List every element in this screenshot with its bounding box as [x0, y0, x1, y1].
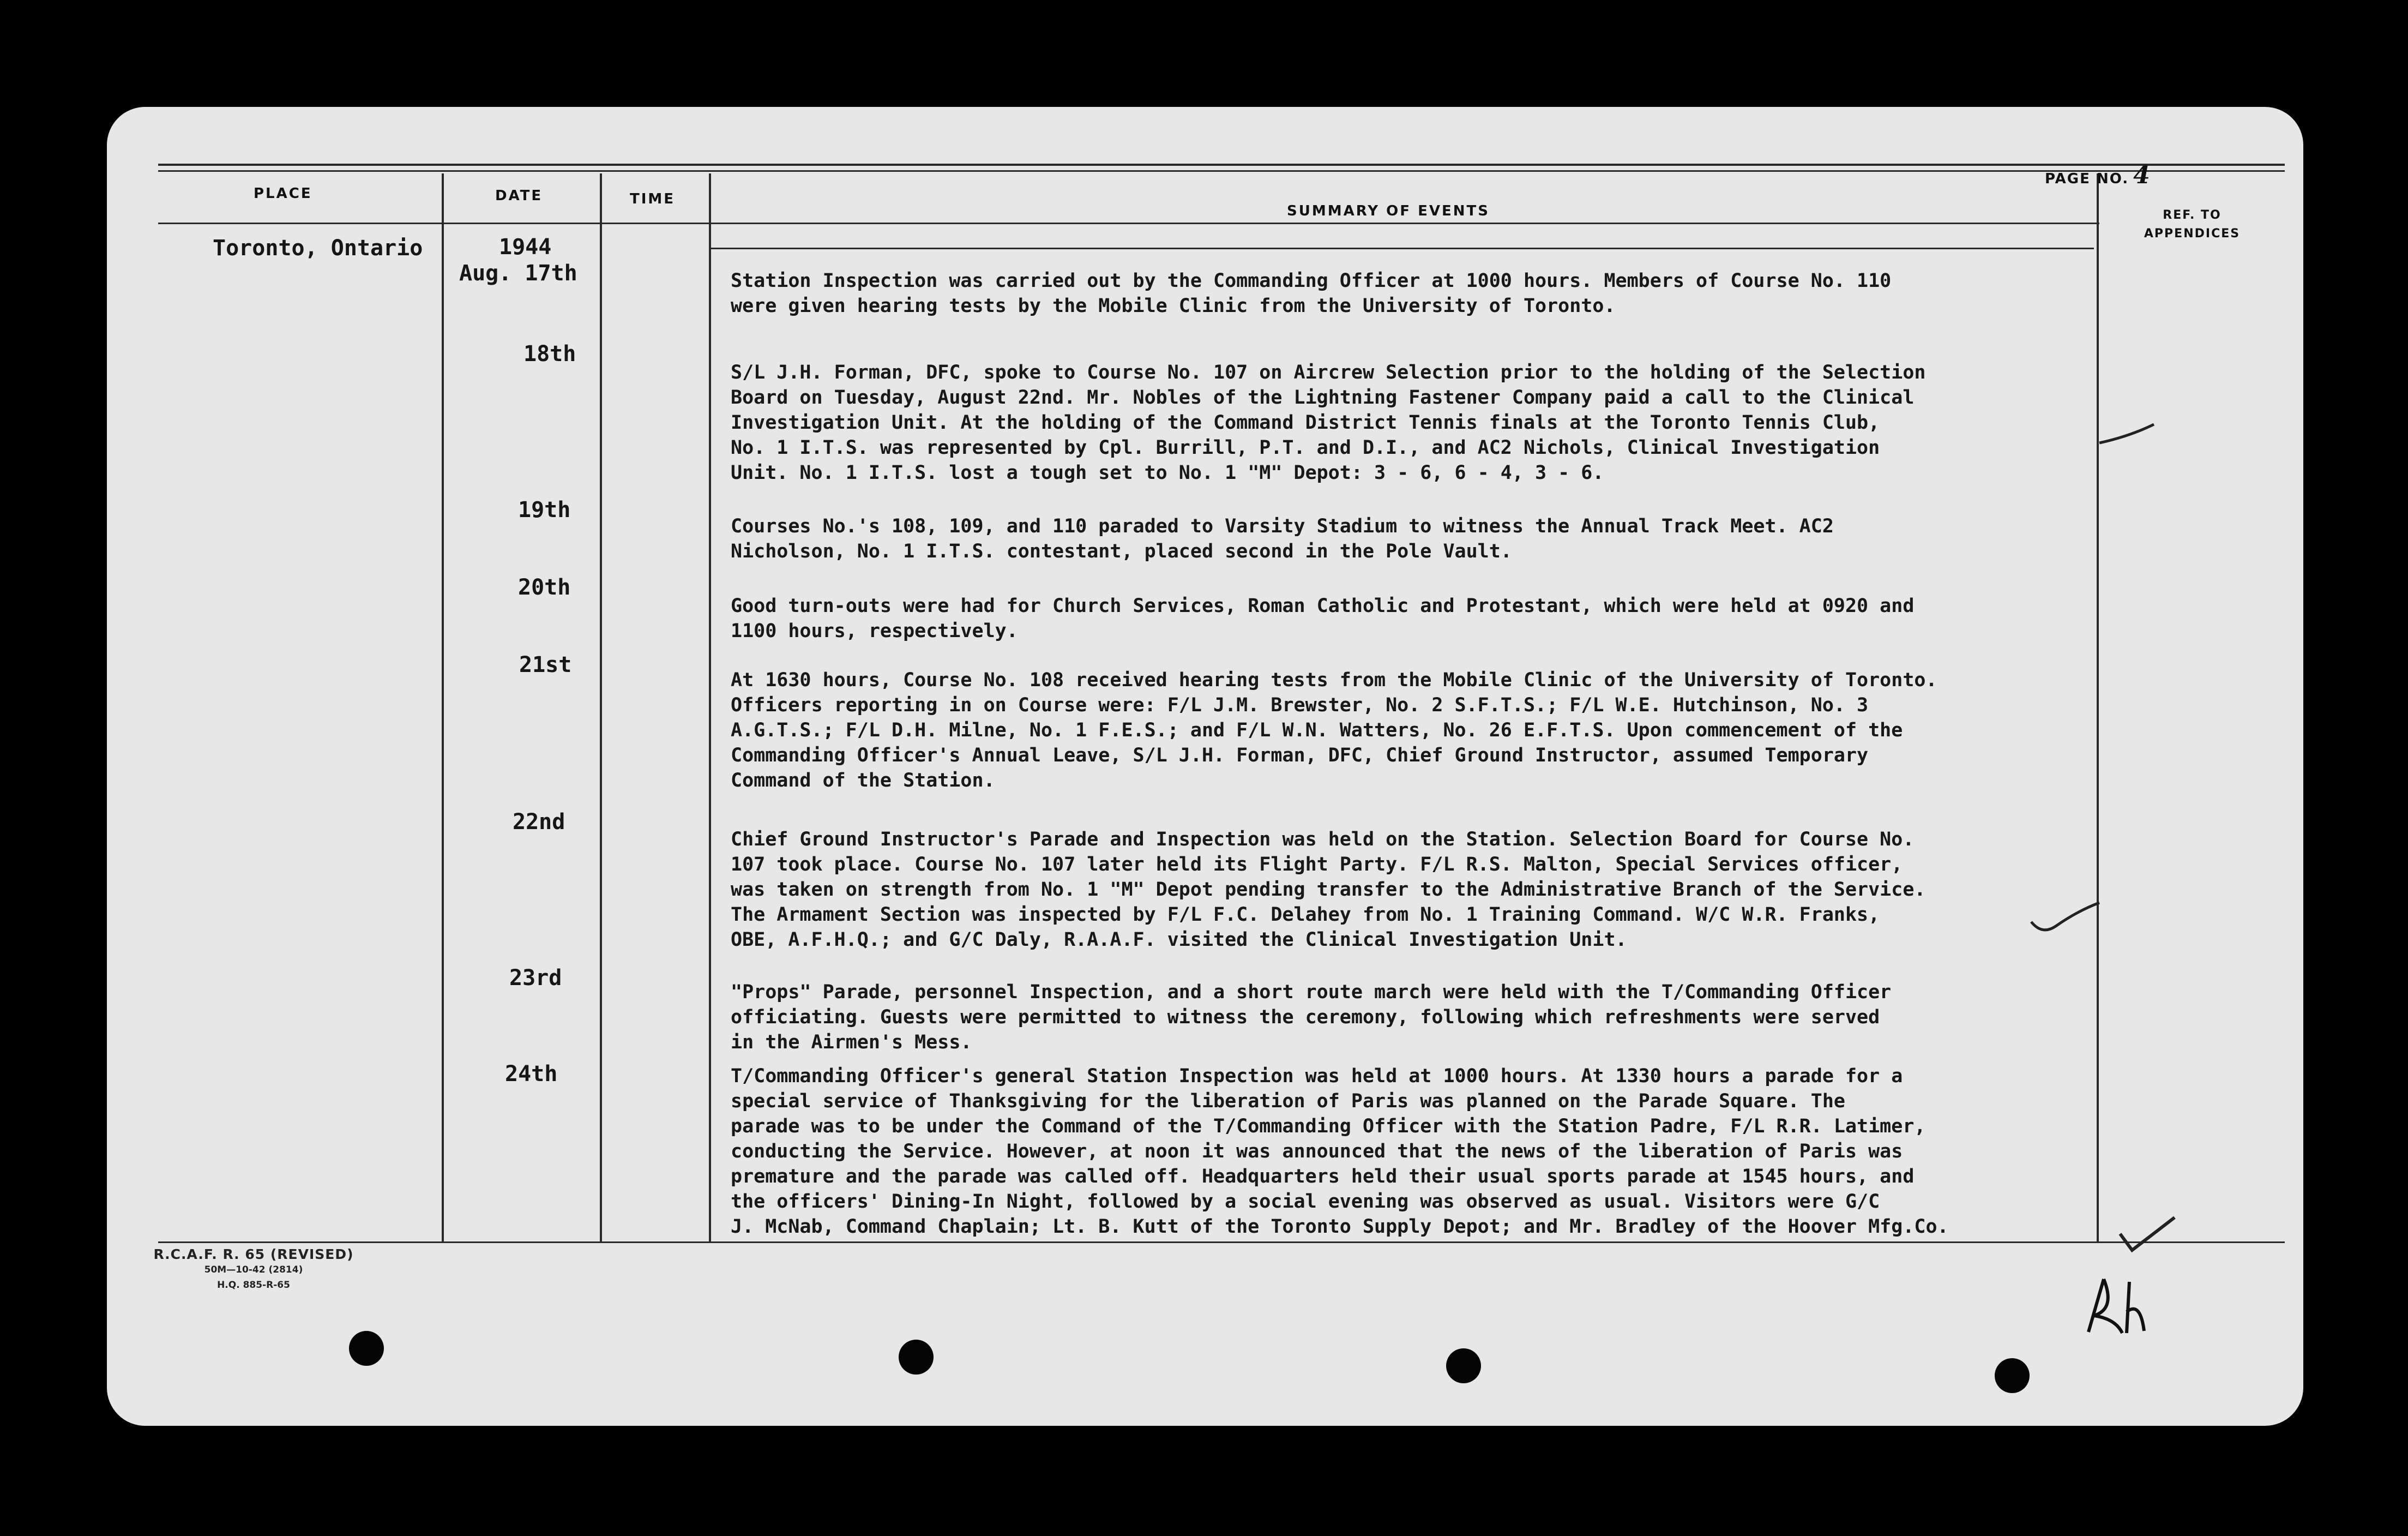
entry-22nd: Chief Ground Instructor's Parade and Inspection was held on the Station. Selection Board for Course No. 107 took place. Course No. 107 later held its Flight Party. F/L R.S. Malton, Special Services officer, was taken on strength from No. 1 "M" Depot pending transfer to the Administrative Branch of the Service. The Armament Section was inspected by F/L F.C. Delahey from No. 1 Training Command. W/C W.R. Franks, OBE, A.F.H.Q.; and G/C Daly, R.A.A.F. visited the Clinical Investigation Unit.: [731, 829, 1926, 951]
page-label: PAGE NO.: [2045, 171, 2129, 187]
place-cell: Toronto, Ontario: [213, 236, 423, 261]
date-21st: 21st: [519, 652, 572, 677]
binder-hole-3: [1446, 1348, 1481, 1383]
page-number: 4: [2133, 161, 2151, 189]
handwritten-initials: [2088, 1279, 2144, 1333]
check-mark-24th: [2120, 1217, 2175, 1250]
date-18th: 18th: [523, 341, 576, 367]
form-ref-line-3: H.Q. 885-R-65: [217, 1280, 290, 1291]
binder-hole-4: [1995, 1358, 2030, 1393]
entry-aug-17: Station Inspection was carried out by the Commanding Officer at 1000 hours. Members of Course No. 110 were given hearing tests by the Mobile Clinic from the University of Toronto.: [731, 270, 1892, 317]
column-header-summary: SUMMARY OF EVENTS: [1287, 203, 1490, 219]
column-header-time: TIME: [630, 191, 676, 207]
date-24th: 24th: [505, 1061, 558, 1087]
entry-20th: Good turn-outs were had for Church Services, Roman Catholic and Protestant, which were held at 0920 and 1100 hours, respectively.: [731, 595, 1915, 642]
form-reference: [139, 1247, 368, 1293]
date-20th: 20th: [518, 575, 571, 600]
year-cell: 1944: [499, 235, 552, 260]
binder-hole-1: [349, 1331, 384, 1366]
binder-hole-2: [899, 1340, 934, 1375]
column-header-date: DATE: [495, 188, 543, 204]
entry-19th: Courses No.'s 108, 109, and 110 paraded to Varsity Stadium to witness the Annual Track Meet. AC2 Nicholson, No. 1 I.T.S. contestant, placed second in the Pole Vault.: [731, 515, 1834, 562]
entry-24th: T/Commanding Officer's general Station Inspection was held at 1000 hours. At 1330 hours a parade for a special service of Thanksgiving for the liberation of Paris was planned on the Parade Square. The parade was to be under the Command of the T/Commanding Officer with the Station Padre, F/L R.R. Latimer, conducting the Service. However, at noon it was announced that the news of the liberation of Paris was premature and the parade was called off. Headquarters held their usual sports parade at 1545 hours, and the officers' Dining-In Night, followed by a social evening was observed as usual. Visitors were G/C J. McNab, Command Chaplain; Lt. B. Kutt of the Toronto Supply Depot; and Mr. Bradley of the Hoover Mfg.Co.: [731, 1065, 1949, 1238]
date-19th: 19th: [518, 497, 571, 523]
entry-23rd: "Props" Parade, personnel Inspection, and a short route march were held with the T/Commanding Officer officiating. Guests were permitted to witness the ceremony, following which refreshments were served in the Airmen's Mess.: [731, 981, 1892, 1053]
form-ref-line-1: R.C.A.F. R. 65 (REVISED): [153, 1246, 354, 1262]
form-ref-line-2: 50M—10-42 (2814): [204, 1264, 303, 1275]
check-mark-18th: [2099, 424, 2154, 443]
column-header-place: PLACE: [254, 185, 312, 202]
date-aug-17: Aug. 17th: [459, 261, 577, 286]
entry-21st: At 1630 hours, Course No. 108 received hearing tests from the Mobile Clinic of the University of Toronto. Officers reporting in on Course were: F/L J.M. Brewster, No. 2 S.F.T.S.; F/L W.E. Hutchinson, No. 3 A.G.T.S.; F/L D.H. Milne, No. 1 F.E.S.; and F/L W.N. Watters, No. 26 E.F.T.S. Upon commencement of the Commanding Officer's Annual Leave, S/L J.H. Forman, DFC, Chief Ground Instructor, assumed Temporary Command of the Station.: [731, 669, 1937, 791]
check-mark-22nd: [2031, 903, 2099, 930]
column-header-ref-appendices: REF. TO APPENDICES: [2144, 208, 2241, 241]
date-23rd: 23rd: [509, 965, 562, 991]
entry-18th: S/L J.H. Forman, DFC, spoke to Course No. 107 on Aircrew Selection prior to the holding of the Selection Board on Tuesday, August 22nd. Mr. Nobles of the Lightning Fastener Company paid a call to the Clinical Investigation Unit. At the holding of the Command District Tennis finals at the Toronto Tennis Club, No. 1 I.T.S. was represented by Cpl. Burrill, P.T. and D.I., and AC2 Nichols, Clinical Investigation Unit. No. 1 I.T.S. lost a tough set to No. 1 "M" Depot: 3 - 6, 6 - 4, 3 - 6.: [731, 362, 1926, 484]
date-22nd: 22nd: [513, 809, 565, 835]
